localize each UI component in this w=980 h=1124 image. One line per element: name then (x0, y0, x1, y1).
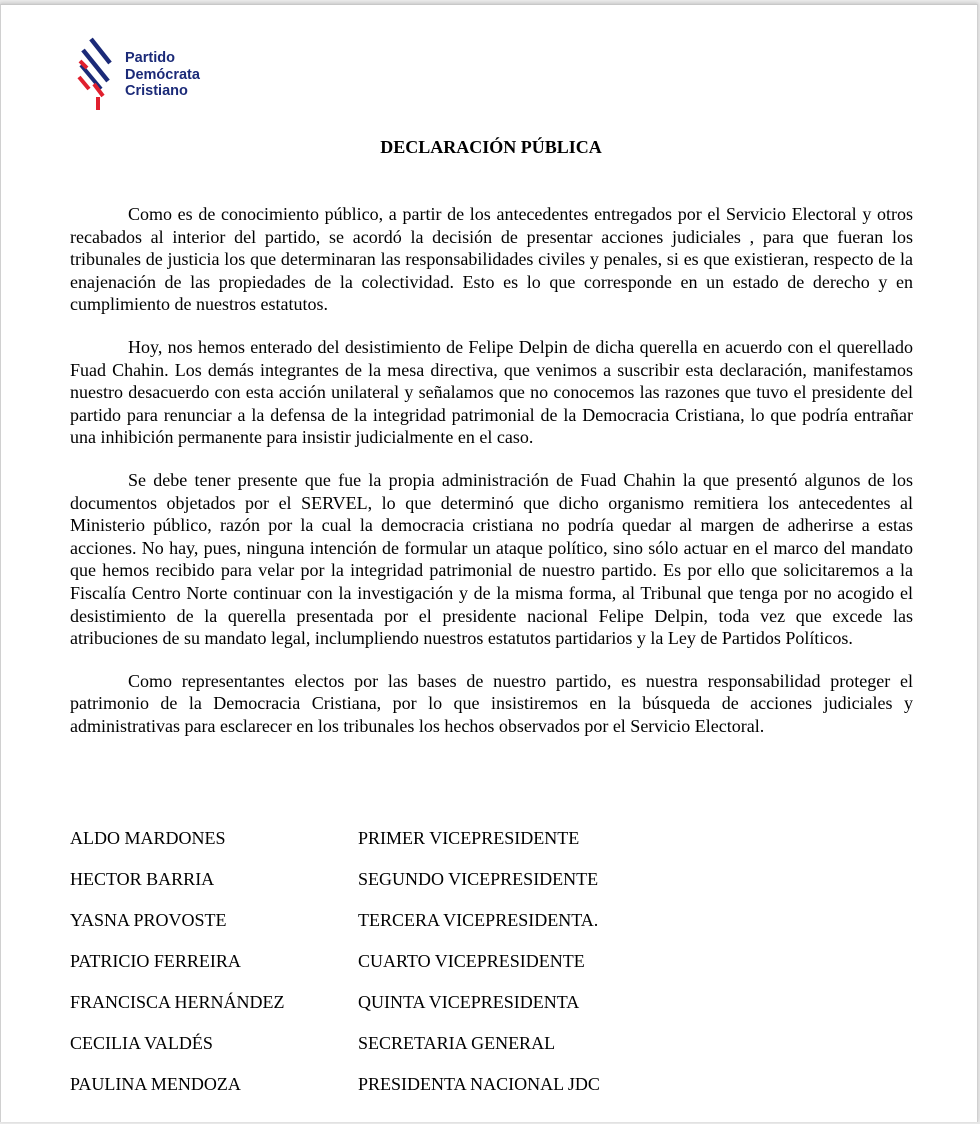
signatory-name: PATRICIO FERREIRA (70, 951, 241, 971)
party-name-line-3: Cristiano (125, 83, 188, 99)
party-name-line-1: Partido (125, 50, 175, 66)
signatory-name: FRANCISCA HERNÁNDEZ (70, 992, 285, 1012)
document-title: DECLARACIÓN PÚBLICA (380, 137, 602, 157)
paragraph: Como representantes electos por las bases de nuestro partido, es nuestra responsabilidad proteger el patrimonio de la Democracia Cristiana, por lo que insistiremos en la búsqueda de acciones judiciales y administrativas para esclarecer en los tribunales los hechos observados por el Servicio Electoral. (70, 670, 913, 736)
signatory-name: YASNA PROVOSTE (70, 910, 227, 930)
party-logo (77, 37, 237, 113)
party-emblem-icon (77, 37, 121, 113)
signatory-role: SECRETARIA GENERAL (358, 1033, 556, 1053)
paragraph: Se debe tener presente que fue la propia administración de Fuad Chahin la que presentó algunos de los documentos objetados por el SERVEL, lo que determinó que dicho organismo remitiera los antecedentes al Ministerio público, razón por la cual la democracia cristiana no podría quedar al margen de adherirse a estas acciones. No hay, pues, ninguna intención de formular un ataque político, sino sólo actuar en el marco del mandato que hemos recibido para velar por la integridad patrimonial de nuestro partido. Es por ello que solicitaremos a la Fiscalía Centro Norte continuar con la investigación y de la misma forma, al Tribunal que tenga por no acogido el desistimiento de la querella presentada por el presidente nacional Felipe Delpin, toda vez que excede las atribuciones de su mandato legal, inclumpliendo nuestros estatutos partidarios y la Ley de Partidos Políticos. (70, 469, 913, 649)
signatory-role: PRIMER VICEPRESIDENTE (358, 828, 580, 848)
declaration-body (70, 203, 913, 757)
signatory-role: SEGUNDO VICEPRESIDENTE (358, 869, 599, 889)
signatory-role: QUINTA VICEPRESIDENTA (358, 992, 580, 1012)
signatory-name: CECILIA VALDÉS (70, 1033, 213, 1053)
party-name (125, 50, 200, 100)
signatory-name: ALDO MARDONES (70, 828, 226, 848)
paragraph: Hoy, nos hemos enterado del desistimiento de Felipe Delpin de dicha querella en acuerdo con el querellado Fuad Chahin. Los demás integrantes de la mesa directiva, que venimos a suscribir esta declaración, manifestamos nuestro desacuerdo con esta acción unilateral y señalamos que no conocemos las razones que tuvo el presidente del partido para renunciar a la defensa de la integridad patrimonial de la Democracia Cristiana, lo que podría entrañar una inhibición permanente para insistir judicialmente en el caso. (70, 336, 913, 448)
paragraph: Como es de conocimiento público, a partir de los antecedentes entregados por el Servicio Electoral y otros recabados al interior del partido, se acordó la decisión de presentar acciones judiciales , para que fueran los tribunales de justicia los que determinaran las responsabilidades civiles y penales, si es que existieran, respecto de la enajenación de las propiedades de la colectividad. Esto es lo que corresponde en un estado de derecho y en cumplimiento de nuestros estatutos. (70, 204, 913, 315)
signatory-role: CUARTO VICEPRESIDENTE (358, 951, 585, 971)
signatory-role: TERCERA VICEPRESIDENTA. (358, 910, 599, 930)
signatory-name: HECTOR BARRIA (70, 869, 215, 889)
signatory-role: PRESIDENTA NACIONAL JDC (358, 1074, 600, 1094)
document-page (0, 4, 978, 1122)
party-name-line-2: Demócrata (125, 66, 200, 83)
signatory-name: PAULINA MENDOZA (70, 1074, 241, 1094)
